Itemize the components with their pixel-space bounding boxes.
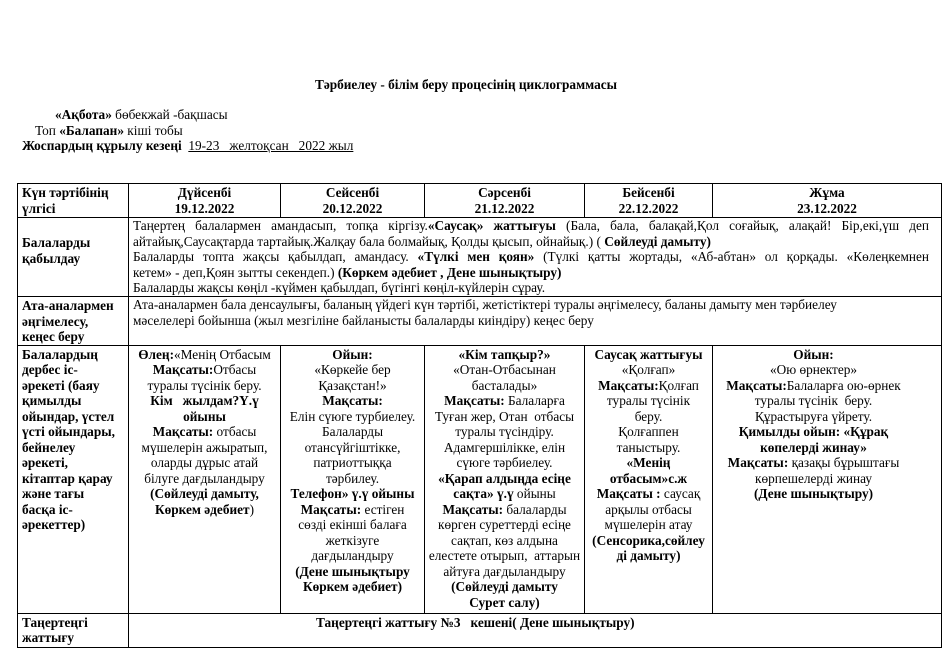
bold-text: Өлең: <box>138 346 174 362</box>
text-run: кетем» - деп,Қоян зытты секендеп.) <box>133 264 338 280</box>
bold-text: Көркем әдебиет <box>154 501 250 517</box>
morning-exercise-content <box>129 613 942 647</box>
row-label-line: әңгімелесу, <box>22 313 89 329</box>
activity-line: Қазақстан!» <box>318 377 387 393</box>
day-date: 20.12.2022 <box>322 200 383 216</box>
activity-line <box>132 502 277 518</box>
activity-line: көрпешелерді жинау <box>754 470 872 486</box>
row-label-line: және тағы <box>22 486 85 501</box>
bold-text: Қимылды ойын: «Құрақ <box>738 424 889 439</box>
row-label-line: әрекеті (баяу <box>22 377 100 393</box>
text-run: балаларды <box>503 501 567 517</box>
row-parent-consultation <box>18 297 942 346</box>
bold-text: Мақсаты: <box>727 455 789 470</box>
activity-line <box>716 347 911 363</box>
activity-line: туралы түсінік беру. <box>147 377 262 393</box>
activity-line: сөзді екінші балаға <box>298 517 407 532</box>
row-label-line: дербес іс- <box>22 362 78 377</box>
row-label-line: Таңертеңгі <box>22 614 88 630</box>
text-run: кіші тобы <box>123 122 183 138</box>
activity-cell-thursday <box>585 345 713 613</box>
day-header-thursday <box>585 184 713 218</box>
bold-text: Ойын: <box>793 346 834 362</box>
activity-line: арқылы отбасы <box>605 501 692 517</box>
activity-line <box>428 486 581 502</box>
bold-text: «Түлкі мен қоян» <box>417 249 535 264</box>
bold-text: Саусақ жаттығуы <box>594 346 703 362</box>
activity-line <box>284 486 421 502</box>
row-reception <box>18 218 942 297</box>
bold-text: «Кім тапқыр?» <box>458 346 551 362</box>
activity-line <box>588 378 709 394</box>
info-line <box>0 107 600 123</box>
text-run: Отбасы <box>213 362 257 377</box>
text-run: Қолғап <box>658 377 699 393</box>
bold-text: «Саусақ» жаттығуы <box>427 218 556 233</box>
activity-line: «Көркейе бер <box>314 362 391 377</box>
row-label-line: Балаларды <box>22 235 91 250</box>
bold-text: Мақсаты: <box>442 501 504 517</box>
bold-text: «Ақбота» <box>55 107 112 122</box>
activity-line: туралы түсінік беру. <box>754 393 873 408</box>
row-label-line: басқа іс- <box>22 501 73 517</box>
activity-line <box>428 471 581 487</box>
text-run: Балаларды топта жақсы қабылдап, амандасу. <box>133 249 418 264</box>
activity-line: сүюге тәрбиелеу. <box>456 455 553 470</box>
text-run: «Менің Отбасым <box>174 346 271 362</box>
activity-cell-tuesday <box>281 345 425 613</box>
activity-line: Елін сүюге турбиелеу. <box>289 408 416 424</box>
bold-text: (Сенсорика,сөйлеу <box>592 532 705 548</box>
activity-line: сақтап, көз алдына <box>451 532 558 548</box>
activity-cell-friday <box>713 345 942 613</box>
activity-line: тәрбилеу. <box>325 470 380 486</box>
activity-line: беру. <box>634 408 663 424</box>
activity-line: білуге дағдыландыру <box>144 470 265 486</box>
bold-text: ойыны <box>183 408 226 424</box>
activity-line <box>132 362 277 378</box>
day-name: Сәрсенбі <box>478 185 531 200</box>
bold-text: Мақсаты: <box>598 377 659 393</box>
activity-line: елестете отырып, аттарын <box>428 548 581 563</box>
bold-text: Көркем әдебиет) <box>303 579 402 594</box>
routine-column-header <box>18 184 129 218</box>
activity-line <box>588 471 709 487</box>
row-label-line: ойындар, үстел <box>22 408 115 424</box>
row-label <box>18 297 129 346</box>
text-run: Таңертең балалармен амандасып, топқа кіргізу. <box>133 218 428 233</box>
activity-line <box>132 486 277 502</box>
row-label <box>18 345 129 613</box>
activity-line <box>428 347 581 363</box>
bold-text: Сөйлеуді дамыту) <box>604 233 711 249</box>
row-morning-exercise <box>18 613 942 647</box>
row-label-line: Ата-аналармен <box>22 298 114 313</box>
day-name: Жұма <box>809 185 845 200</box>
bold-text: Ойын: <box>332 346 373 362</box>
morning-exercise-text: Таңертеңгі жаттығу №3 кешені( Дене шынықтыру) <box>316 614 635 630</box>
bold-text: Сурет салу) <box>469 594 540 610</box>
text-run: отбасы <box>213 424 257 439</box>
activity-line: басталады» <box>471 377 538 393</box>
bold-text: Мақсаты: <box>726 377 787 393</box>
day-name: Бейсенбі <box>622 185 675 200</box>
bold-text: Мақсаты : <box>596 486 661 501</box>
activity-line: дағдыландыру <box>311 548 394 563</box>
paragraph-line <box>133 218 929 234</box>
activity-line: Адамгершілікке, елін <box>443 439 566 455</box>
paragraph-line <box>133 234 929 250</box>
row-independent-activity <box>18 345 942 613</box>
info-line <box>0 138 600 154</box>
activity-line <box>428 579 581 595</box>
activity-line <box>132 409 277 425</box>
bold-text: көпелерді жинау» <box>760 439 867 455</box>
row-label-line: кеңес беру <box>22 329 85 344</box>
day-name: Дүйсенбі <box>177 185 232 200</box>
day-header-tuesday <box>281 184 425 218</box>
activity-line: оларды дұрыс атай <box>150 455 259 470</box>
day-date: 22.12.2022 <box>618 200 679 216</box>
activity-line <box>132 424 277 440</box>
activity-line: таныстыру. <box>616 439 681 455</box>
activity-line <box>284 393 421 409</box>
activity-line <box>284 347 421 363</box>
table-header-row <box>18 184 942 218</box>
row-label-line: әрекеттер) <box>22 517 86 532</box>
parent-consultation-content <box>129 297 942 346</box>
row-label-line: жаттығу <box>22 630 75 645</box>
row-label-line: қабылдау <box>22 250 81 266</box>
row-label-line: кітаптар қарау <box>22 470 113 486</box>
bold-text: «Менің <box>626 455 671 470</box>
row-label-line: бейнелеу <box>22 439 76 455</box>
row-label-line: үсті ойындары, <box>22 424 115 439</box>
activity-line: Балаларды <box>321 424 384 439</box>
header-label-line: Күн тәртібінің <box>22 185 109 200</box>
bold-text: Мақсаты: <box>322 393 383 408</box>
activity-line <box>132 393 277 409</box>
bold-text: Телефон» ү.ү ойыны <box>290 486 415 501</box>
cyclogram-table <box>17 183 942 648</box>
activity-line <box>132 347 277 363</box>
text-run: Балаларға <box>504 393 565 408</box>
bold-text: Мақсаты: <box>300 501 362 517</box>
info-line <box>0 123 600 139</box>
paragraph-line: мәселелері бойынша (жыл мезгіліне байланысты балаларды киіндіру) кеңес беру <box>133 312 594 328</box>
bold-text: Мақсаты: <box>444 393 505 408</box>
bold-text: Мақсаты: <box>152 362 214 377</box>
row-label <box>18 613 129 647</box>
text-run: Топ <box>35 122 60 138</box>
activity-line <box>588 486 709 502</box>
reception-content <box>129 218 942 297</box>
activity-line: Құрастыруға үйрету. <box>754 408 873 424</box>
paragraph-line: Ата-аналармен бала денсаулығы, баланың үйдегі күн тәртібі, жетістіктері туралы әңгімелесу, баланы дамыту мен тәрбиелеу <box>133 297 837 312</box>
row-label <box>18 218 129 297</box>
day-date: 23.12.2022 <box>797 200 857 216</box>
paragraph-line: Балаларды жақсы көңіл -күймен қабылдап, бүгінгі көңіл-күйлерін сұрау. <box>133 280 546 295</box>
document-title: Тәрбиелеу - білім беру процесінің циклограммасы <box>314 77 618 92</box>
activity-cell-monday <box>129 345 281 613</box>
text-run: қазақы бұрыштағы <box>788 455 900 470</box>
activity-line <box>716 455 911 471</box>
activity-line: туралы түсіндіру. <box>455 424 554 439</box>
activity-line: көрген суреттерді есіңе <box>438 517 571 532</box>
activity-line <box>588 455 709 471</box>
activity-line <box>428 393 581 409</box>
bold-text: Жоспардың құрылу кезеңі <box>22 138 182 153</box>
activity-line <box>284 579 421 595</box>
bold-text: отбасым»с.ж <box>609 470 688 486</box>
text-run: ойыны <box>513 486 556 501</box>
activity-line <box>428 595 581 611</box>
text-run: бөбекжай -бақшасы <box>111 107 228 122</box>
kindergarten-info <box>0 107 600 154</box>
activity-line: айтуға дағдыландыру <box>443 563 566 579</box>
activity-line <box>284 564 421 580</box>
day-name: Сейсенбі <box>325 185 380 200</box>
activity-line <box>588 347 709 363</box>
activity-line <box>588 548 709 564</box>
row-label-line: қимылды <box>22 393 82 408</box>
bold-text: «Балапан» <box>59 122 124 138</box>
day-header-friday <box>713 184 942 218</box>
activity-line: «Қолғап» <box>621 362 676 377</box>
activity-line <box>716 440 911 456</box>
activity-line: мүшелерін атау <box>604 517 693 532</box>
activity-line: жеткізуге <box>325 532 380 548</box>
text-run: айтайық,Саусақтарда тартайық.Жалқау бала болмайық, Қолды қысып, ойнайық.) ( <box>133 233 605 249</box>
text-run: Балаларға ою-өрнек <box>786 377 901 393</box>
activity-line: мүшелерін ажыратып, <box>141 439 268 455</box>
text-run: (Бала, бала, балақай,Қол соғайық, алақай! Бір,екі,үш деп <box>555 218 929 233</box>
activity-line <box>716 378 911 394</box>
activity-line <box>428 502 581 518</box>
paragraph-line <box>133 249 929 265</box>
bold-text: Кім жылдам?Ү.ү <box>150 393 259 408</box>
activity-line: Туған жер, Отан отбасы <box>434 408 575 424</box>
activity-line: патриоттыққа <box>313 455 392 470</box>
bold-text: (Көркем әдебиет , Дене шынықтыру) <box>337 264 562 280</box>
day-header-monday <box>129 184 281 218</box>
activity-line: отансүйгіштікке, <box>304 439 401 455</box>
day-date: 21.12.2022 <box>474 200 535 216</box>
bold-text: (Сөйлеуді дамыту, <box>150 486 259 501</box>
day-date: 19.12.2022 <box>174 200 235 216</box>
text-run: (Түлкі қатты жортады, «Аб-абтан» ол қорқады. «Көлеңкемнен <box>534 249 929 264</box>
activity-line: туралы түсінік <box>606 393 691 408</box>
activity-line: «Отан-Отбасынан <box>453 362 556 377</box>
activity-line: «Ою өрнектер» <box>769 362 858 377</box>
activity-line: Қолғаппен <box>618 424 679 439</box>
day-header-wednesday <box>425 184 585 218</box>
bold-text: ді дамыту) <box>616 548 681 563</box>
text-run: саусақ <box>660 486 701 501</box>
bold-text: Мақсаты: <box>152 424 214 439</box>
activity-line <box>716 424 911 440</box>
bold-text: (Сөйлеуді дамыту <box>451 579 558 594</box>
row-label-line: әрекеті, <box>22 455 68 470</box>
underlined-text: 19-23 желтоқсан 2022 жыл <box>188 138 354 153</box>
activity-cell-wednesday <box>425 345 585 613</box>
bold-text: (Дене шынықтыру <box>295 563 410 579</box>
activity-line <box>284 502 421 518</box>
header-label-line: үлгісі <box>22 200 56 216</box>
activity-line <box>716 486 911 502</box>
bold-text: «Қарап алдыңда есіңе <box>438 470 571 486</box>
text-run: естіген <box>361 501 405 517</box>
bold-text: сақта» ү.ү <box>453 486 514 501</box>
paragraph-line <box>133 265 929 281</box>
bold-text: (Дене шынықтыру) <box>753 486 874 501</box>
activity-line <box>588 533 709 549</box>
row-label-line: Балалардың <box>22 346 98 362</box>
text-run: ) <box>249 501 254 517</box>
